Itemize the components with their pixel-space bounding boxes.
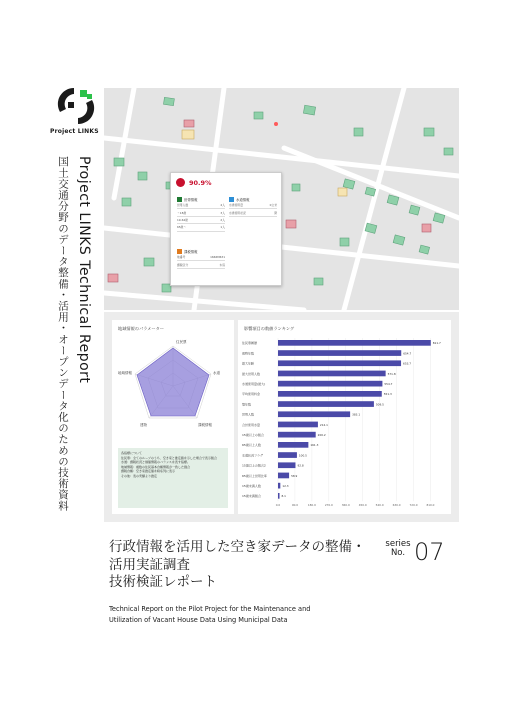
category-label: 65歳以上人数: [242, 443, 261, 448]
radar-label-0: 住民票: [176, 340, 187, 344]
bar: [278, 483, 280, 489]
popup-row-value: 閉: [274, 210, 277, 215]
x-tick-label: 0.0: [275, 503, 281, 508]
household-title: 世帯情報: [184, 198, 198, 202]
notes-title: 各指標について: [121, 451, 142, 455]
bar: [278, 493, 280, 499]
popup-row: [177, 254, 225, 261]
no-word: No.: [390, 548, 406, 558]
report-title-japanese: [109, 539, 366, 592]
bar-value-label: 92.8: [297, 463, 304, 468]
bar: [278, 462, 295, 468]
bar-value-label: 12.3: [282, 484, 289, 488]
category-label: 15歳以上の割合2: [242, 463, 266, 468]
radar-label-3: 建物: [140, 423, 147, 427]
bar: [278, 452, 297, 458]
bar-value-label: 212.1: [319, 422, 328, 427]
household-section: [177, 197, 225, 232]
household-icon: [177, 197, 182, 202]
category-label: 水道状況フラグ: [242, 453, 264, 458]
bar: [278, 381, 382, 387]
category-label: 住民票履歴: [242, 341, 258, 346]
category-label: 世帯人数: [242, 412, 255, 417]
bar: [278, 360, 401, 366]
radar-title: 地域情報のパラメーター: [118, 326, 164, 331]
vertical-subtitle: 国土交通分野のデータ整備・活用・オープンデータ化のための技術資料: [57, 156, 69, 512]
bar: [278, 401, 374, 407]
bar-value-label: 571.8: [387, 371, 396, 376]
bar-value-label: 100.5: [298, 453, 307, 458]
tax-title: 課税情報: [184, 250, 198, 254]
bar-value-label: 8.1: [281, 494, 286, 499]
note-2: 地域情報：複数の住民基本台帳情報が一致した割合: [121, 464, 191, 469]
radar-label-1: 水道: [213, 371, 220, 375]
popup-row-value: 3人: [220, 210, 225, 215]
x-tick-label: 810.0: [426, 503, 435, 508]
logo-text: Project LINKS: [50, 128, 99, 135]
popup-row-key: 世帯人数: [177, 203, 189, 208]
bar: [278, 411, 350, 417]
popup-row-value: 1666M631: [210, 255, 225, 260]
radar-label-4: 地域情報: [118, 371, 132, 375]
category-label: 最大世帯人数: [242, 371, 261, 376]
vertical-title: Project LINKS Technical Report: [76, 156, 92, 384]
category-label: 15歳未満割合: [242, 494, 261, 499]
status-indicator: [176, 178, 185, 187]
series-word: series: [385, 539, 411, 549]
popup-row: [177, 261, 225, 268]
bar-value-label: 653.7: [403, 361, 412, 366]
bar: [278, 422, 318, 428]
bar-value-label: 161.3: [310, 443, 319, 448]
bar-value-label: 811.7: [432, 341, 441, 346]
category-label: 15歳未満人数: [242, 484, 261, 488]
bar-value-label: 509.5: [375, 402, 384, 407]
tax-icon: [177, 249, 182, 254]
tax-section: [177, 249, 225, 269]
vacancy-percent: 90.9%: [189, 179, 212, 187]
category-label: 15歳以上の割合: [242, 433, 264, 437]
popup-row-key: 〜18歳: [177, 210, 187, 215]
note-0: 住民票：全てのループのうち、空き家と推定値を示した場合で表示割合: [121, 455, 217, 460]
popup-row-key: 水道使用状況: [229, 210, 246, 215]
radar-panel: [112, 320, 234, 514]
category-label: 65歳以上世帯比率: [242, 473, 267, 478]
report-title-english: [109, 604, 310, 626]
report-title-line2: 活用実証調査: [109, 556, 190, 573]
bar-value-label: 654.7: [403, 351, 412, 356]
project-links-logo: [56, 86, 96, 126]
bar: [278, 350, 401, 356]
category-label: 平均使用料金: [242, 392, 261, 397]
bar-title: 影響項目の数値ランキング: [244, 326, 295, 331]
category-label: 築年数: [242, 402, 252, 407]
x-tick-label: 630.0: [392, 503, 401, 508]
popup-row: [177, 202, 225, 209]
category-label: 合計使用水量: [242, 422, 261, 427]
popup-row: [177, 209, 225, 216]
english-line1: Technical Report on the Pilot Project for the Maintenance and: [109, 605, 311, 613]
popup-row-value: 2人: [220, 217, 225, 222]
notes-box: [118, 448, 228, 508]
popup-row-key: 課税区分: [177, 262, 189, 267]
category-label: 最大年齢: [242, 361, 255, 366]
popup-row-value: 木造: [219, 262, 225, 267]
category-label: 建物年数: [242, 351, 255, 356]
note-1: 水道：課税状況と価値情報のバランスを表す指標。: [121, 460, 190, 465]
x-tick-label: 360.0: [341, 503, 350, 508]
radar-chart: [112, 334, 234, 444]
series-number: 07: [414, 538, 445, 566]
popup-row: [177, 224, 225, 231]
bar-value-label: 383.1: [352, 412, 361, 417]
x-tick-label: 180.0: [307, 503, 316, 508]
x-tick-label: 270.0: [324, 503, 333, 508]
water-icon: [229, 197, 234, 202]
bar: [278, 442, 308, 448]
popup-row-key: 水道使用量: [229, 203, 243, 208]
bar: [278, 340, 431, 346]
bar-value-label: 554.7: [384, 382, 393, 386]
bar-chart: [238, 332, 451, 512]
radar-area: [137, 348, 209, 416]
x-tick-label: 90.0: [291, 503, 299, 508]
x-tick-label: 450.0: [358, 503, 367, 508]
report-title-line1: 行政情報を活用した空き家データの整備・: [109, 539, 366, 555]
popup-row-key: 19-64歳: [177, 217, 188, 222]
popup-row-value: 1人: [220, 225, 225, 230]
english-line2: Utilization of Vacant House Data Using Municipal Data: [109, 616, 288, 624]
popup-row-key: 地番号: [177, 255, 186, 260]
popup-row-key: 65歳〜: [177, 225, 187, 230]
popup-row-value: 0立米: [269, 203, 277, 208]
bar: [278, 473, 289, 479]
x-tick-label: 540.0: [375, 503, 384, 508]
map-info-popup: [170, 172, 282, 286]
bar-value-label: 551.3: [383, 392, 392, 397]
bar-value-label: 200.2: [317, 433, 326, 437]
x-tick-label: 720.0: [409, 503, 418, 508]
popup-row: [177, 217, 225, 224]
bar: [278, 371, 386, 377]
bar: [278, 432, 316, 438]
note-4: その他：表の実績より推定: [121, 473, 158, 478]
report-title-line3: 技術検証レポート: [109, 574, 217, 590]
bar: [278, 391, 382, 397]
popup-row: [229, 202, 277, 209]
popup-row-value: 4人: [220, 203, 225, 208]
category-label: 水道使用量(最大): [242, 382, 266, 386]
popup-row: [229, 209, 277, 216]
dashboard-image: [104, 312, 459, 522]
bar-value-label: 58.9: [291, 473, 298, 478]
series-label: [384, 540, 412, 558]
water-title: 水道情報: [236, 198, 250, 202]
water-section: [229, 197, 277, 217]
radar-label-2: 課税情報: [198, 423, 212, 427]
bar-panel: [238, 320, 451, 514]
note-3: 課税台帳：空き家推定値を時系列に表示: [121, 469, 176, 474]
